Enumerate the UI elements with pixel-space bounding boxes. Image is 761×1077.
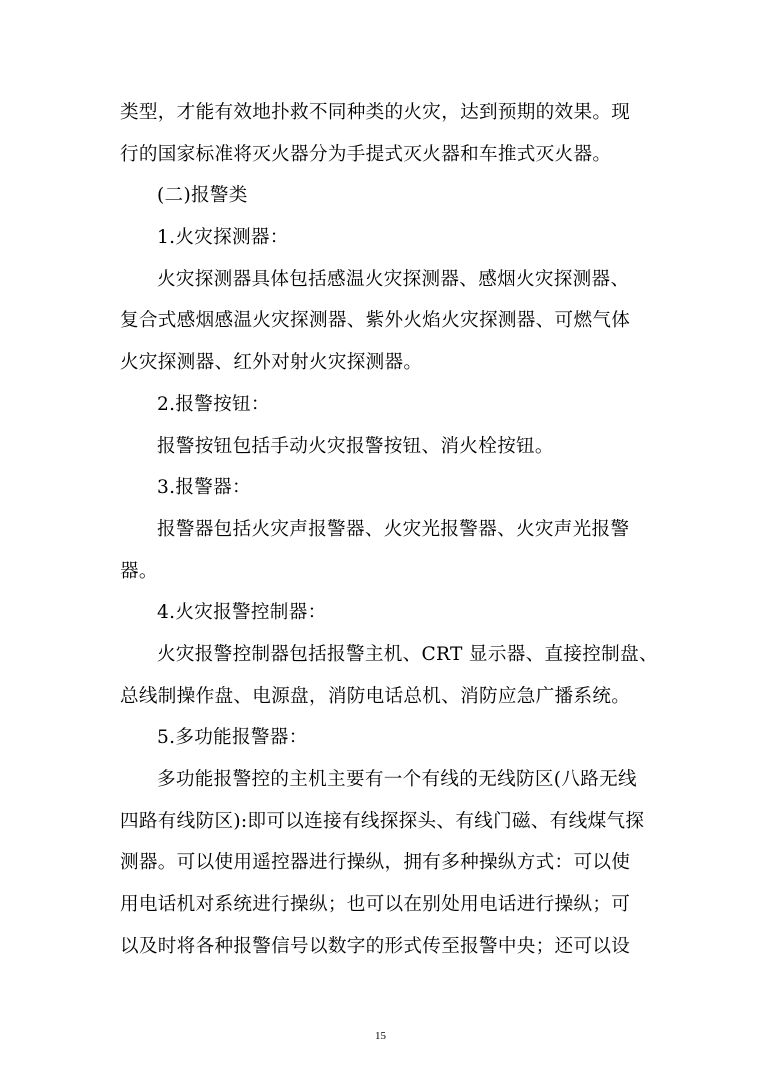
body-text (120, 92, 658, 967)
text-line: 测器。可以使用遥控器进行操纵，拥有多种操纵方式：可以使 (120, 852, 631, 874)
text-line: 类型，才能有效地扑救不同种类的火灾，达到预期的效果。现 (120, 102, 631, 123)
text-line: 行的国家标准将灭火器分为手提式灭火器和车推式灭火器。 (120, 143, 612, 165)
subsection-heading: 2.报警按钮： (157, 393, 270, 415)
text-line: 四路有线防区):即可以连接有线探探头、有线门磁、有线煤气探 (120, 810, 645, 832)
text-line: 多功能报警控的主机主要有一个有线的无线防区(八路无线 (157, 769, 637, 790)
text-line: 以及时将各种报警信号以数字的形式传至报警中央；还可以设 (120, 935, 631, 957)
text-line: 用电话机对系统进行操纵；也可以在别处用电话进行操纵；可 (120, 894, 631, 916)
text-line: 器。 (120, 560, 158, 582)
text-line: 火灾探测器具体包括感温火灾探测器、感烟火灾探测器、 (157, 268, 630, 290)
subsection-heading: 4.火灾报警控制器： (157, 602, 327, 624)
text-line: 报警按钮包括手动火灾报警按钮、消火栓按钮。 (157, 435, 554, 457)
text-line: 火灾探测器、红外对射火灾探测器。 (120, 352, 423, 374)
section-heading: (二)报警类 (157, 185, 248, 207)
text-line: 报警器包括火灾声报警器、火灾光报警器、火灾声光报警 (157, 518, 630, 540)
page-number: 15 (375, 1030, 386, 1042)
text-line: 火灾报警控制器包括报警主机、CRT 显示器、直接控制盘、 (157, 643, 658, 665)
text-line: 复合式感烟感温火灾探测器、紫外火焰火灾探测器、可燃气体 (120, 310, 631, 332)
text-line: 总线制操作盘、电源盘，消防电话总机、消防应急广播系统。 (120, 685, 631, 707)
subsection-heading: 1.火灾探测器： (157, 227, 289, 249)
subsection-heading: 3.报警器： (157, 477, 251, 499)
subsection-heading: 5.多功能报警器： (157, 727, 308, 749)
